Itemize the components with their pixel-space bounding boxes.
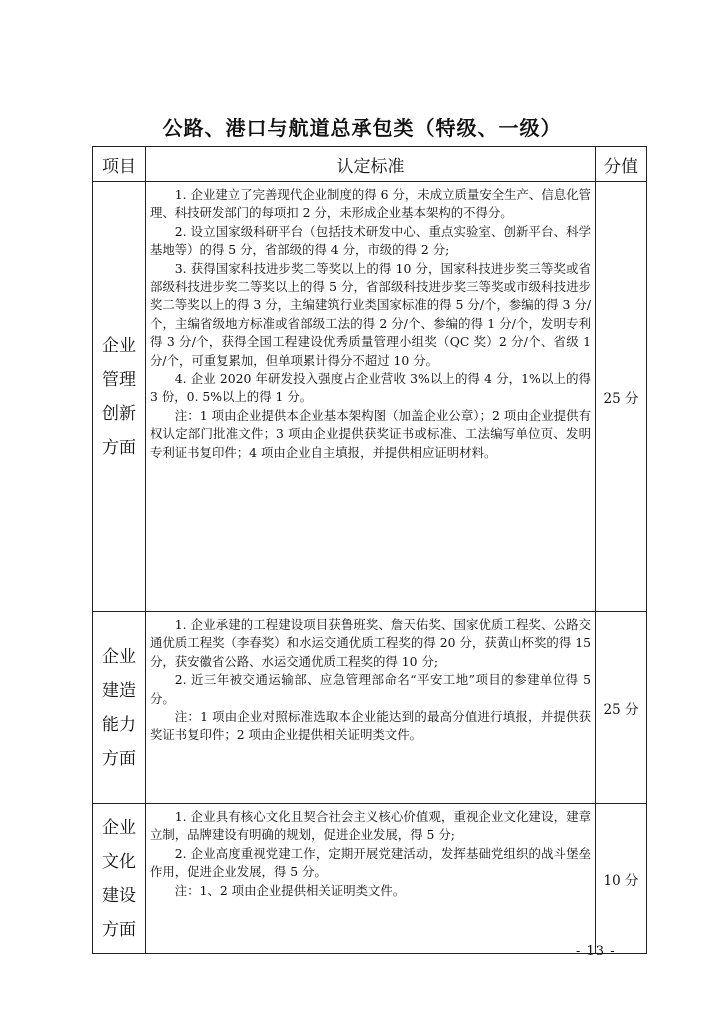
- category-line: 创新: [102, 403, 136, 424]
- row-score: 25 分: [596, 182, 647, 612]
- criteria-paragraph: 注：1、2 项由企业提供相关证明类文件。: [174, 882, 406, 898]
- row-category: [93, 182, 146, 612]
- category-line: 管理: [102, 369, 136, 390]
- criteria-paragraph: 2. 设立国家级科研平台（包括技术研发中心、重点实验室、创新平台、科学基地等）的得 5 分，省部级的得 4 分，市级的得 2 分;: [150, 223, 591, 258]
- category-line: 建设: [102, 885, 136, 906]
- row-score: 10 分: [596, 804, 647, 954]
- header-score: 分值: [596, 147, 647, 182]
- row-score: 25 分: [596, 612, 647, 804]
- category-line: 能力: [102, 714, 136, 735]
- table-row: [93, 612, 647, 804]
- table-row: [93, 804, 647, 954]
- header-item: 项目: [93, 147, 146, 182]
- table-header-row: [93, 147, 647, 182]
- table-row: [93, 182, 647, 612]
- row-criteria: [146, 612, 596, 804]
- row-criteria: [146, 804, 596, 954]
- category-line: 方面: [102, 919, 136, 940]
- row-criteria: [146, 182, 596, 612]
- category-line: 方面: [102, 748, 136, 769]
- criteria-paragraph: 2. 近三年被交通运输部、应急管理部命名“平安工地”项目的参建单位得 5 分。: [150, 672, 591, 706]
- criteria-paragraph: 1. 企业建立了完善现代企业制度的得 6 分，未成立质量安全生产、信息化管理、科技研发部门的每项扣 2 分，未形成企业基本架构的不得分。: [150, 187, 591, 221]
- criteria-paragraph: 注：1 项由企业对照标准选取本企业能达到的最高分值进行填报，并提供获奖证书复印件；2 项由企业提供相关证明类文件。: [150, 709, 591, 743]
- criteria-paragraph: 1. 企业承建的工程建设项目获鲁班奖、詹天佑奖、国家优质工程奖、公路交通优质工程奖（李春奖）和水运交通优质工程奖的得 20 分，获黄山杯奖的得 15 分，获安徽省公路、水运交通优质工程奖的得 10 分;: [150, 617, 591, 669]
- row-category: [93, 804, 146, 954]
- category-line: 企业: [102, 817, 136, 838]
- category-line: 文化: [102, 851, 136, 872]
- page-title: 公路、港口与航道总承包类（特级、一级）: [162, 116, 562, 140]
- criteria-paragraph: 4. 企业 2020 年研发投入强度占企业营收 3%以上的得 4 分，1%以上的得 3 份，0. 5%以上的得 1 分。: [150, 371, 591, 405]
- category-line: 建造: [102, 680, 136, 701]
- criteria-paragraph: 2. 企业高度重视党建工作，定期开展党建活动，发挥基础党组织的战斗堡垒作用，促进企业发展，得 5 分。: [150, 845, 591, 880]
- header-criteria: 认定标准: [146, 147, 596, 182]
- row-category: [93, 612, 146, 804]
- page-number: - 13 -: [576, 944, 616, 959]
- criteria-table: [92, 146, 647, 954]
- category-line: 方面: [102, 437, 136, 458]
- category-line: 企业: [102, 335, 136, 356]
- category-line: 企业: [102, 646, 136, 667]
- criteria-paragraph: 1. 企业具有核心文化且契合社会主义核心价值观，重视企业文化建设，建章立制，品牌建设有明确的规划，促进企业发展，得 5 分;: [150, 809, 591, 843]
- criteria-paragraph: 3. 获得国家科技进步奖二等奖以上的得 10 分，国家科技进步奖三等奖或省部级科技进步奖二等奖以上的得 5 分，省部级科技进步奖三等奖或市级科技进步奖二等奖以上的得 3 分，主编建筑行业类国家标准的得 5 分/个，参编的得 3 分/个，主编省级地方标准或省部级工法的得 2 分/个、参编的得 1 分/个，发明专利得 3 分/个，获得全国工程建设优秀质量管理小组奖（QC 奖）2 分/个、省级 1 分/个，可重复累加，但单项累计得分不超过 10 分。: [150, 260, 591, 368]
- criteria-paragraph: 注：1 项由企业提供本企业基本架构图（加盖企业公章）；2 项由企业提供有权认定部门批准文件；3 项由企业提供获奖证书或标准、工法编写单位页、发明专利证书复印件；4 项由企业自主填报，并提供相应证明材料。: [150, 407, 591, 460]
